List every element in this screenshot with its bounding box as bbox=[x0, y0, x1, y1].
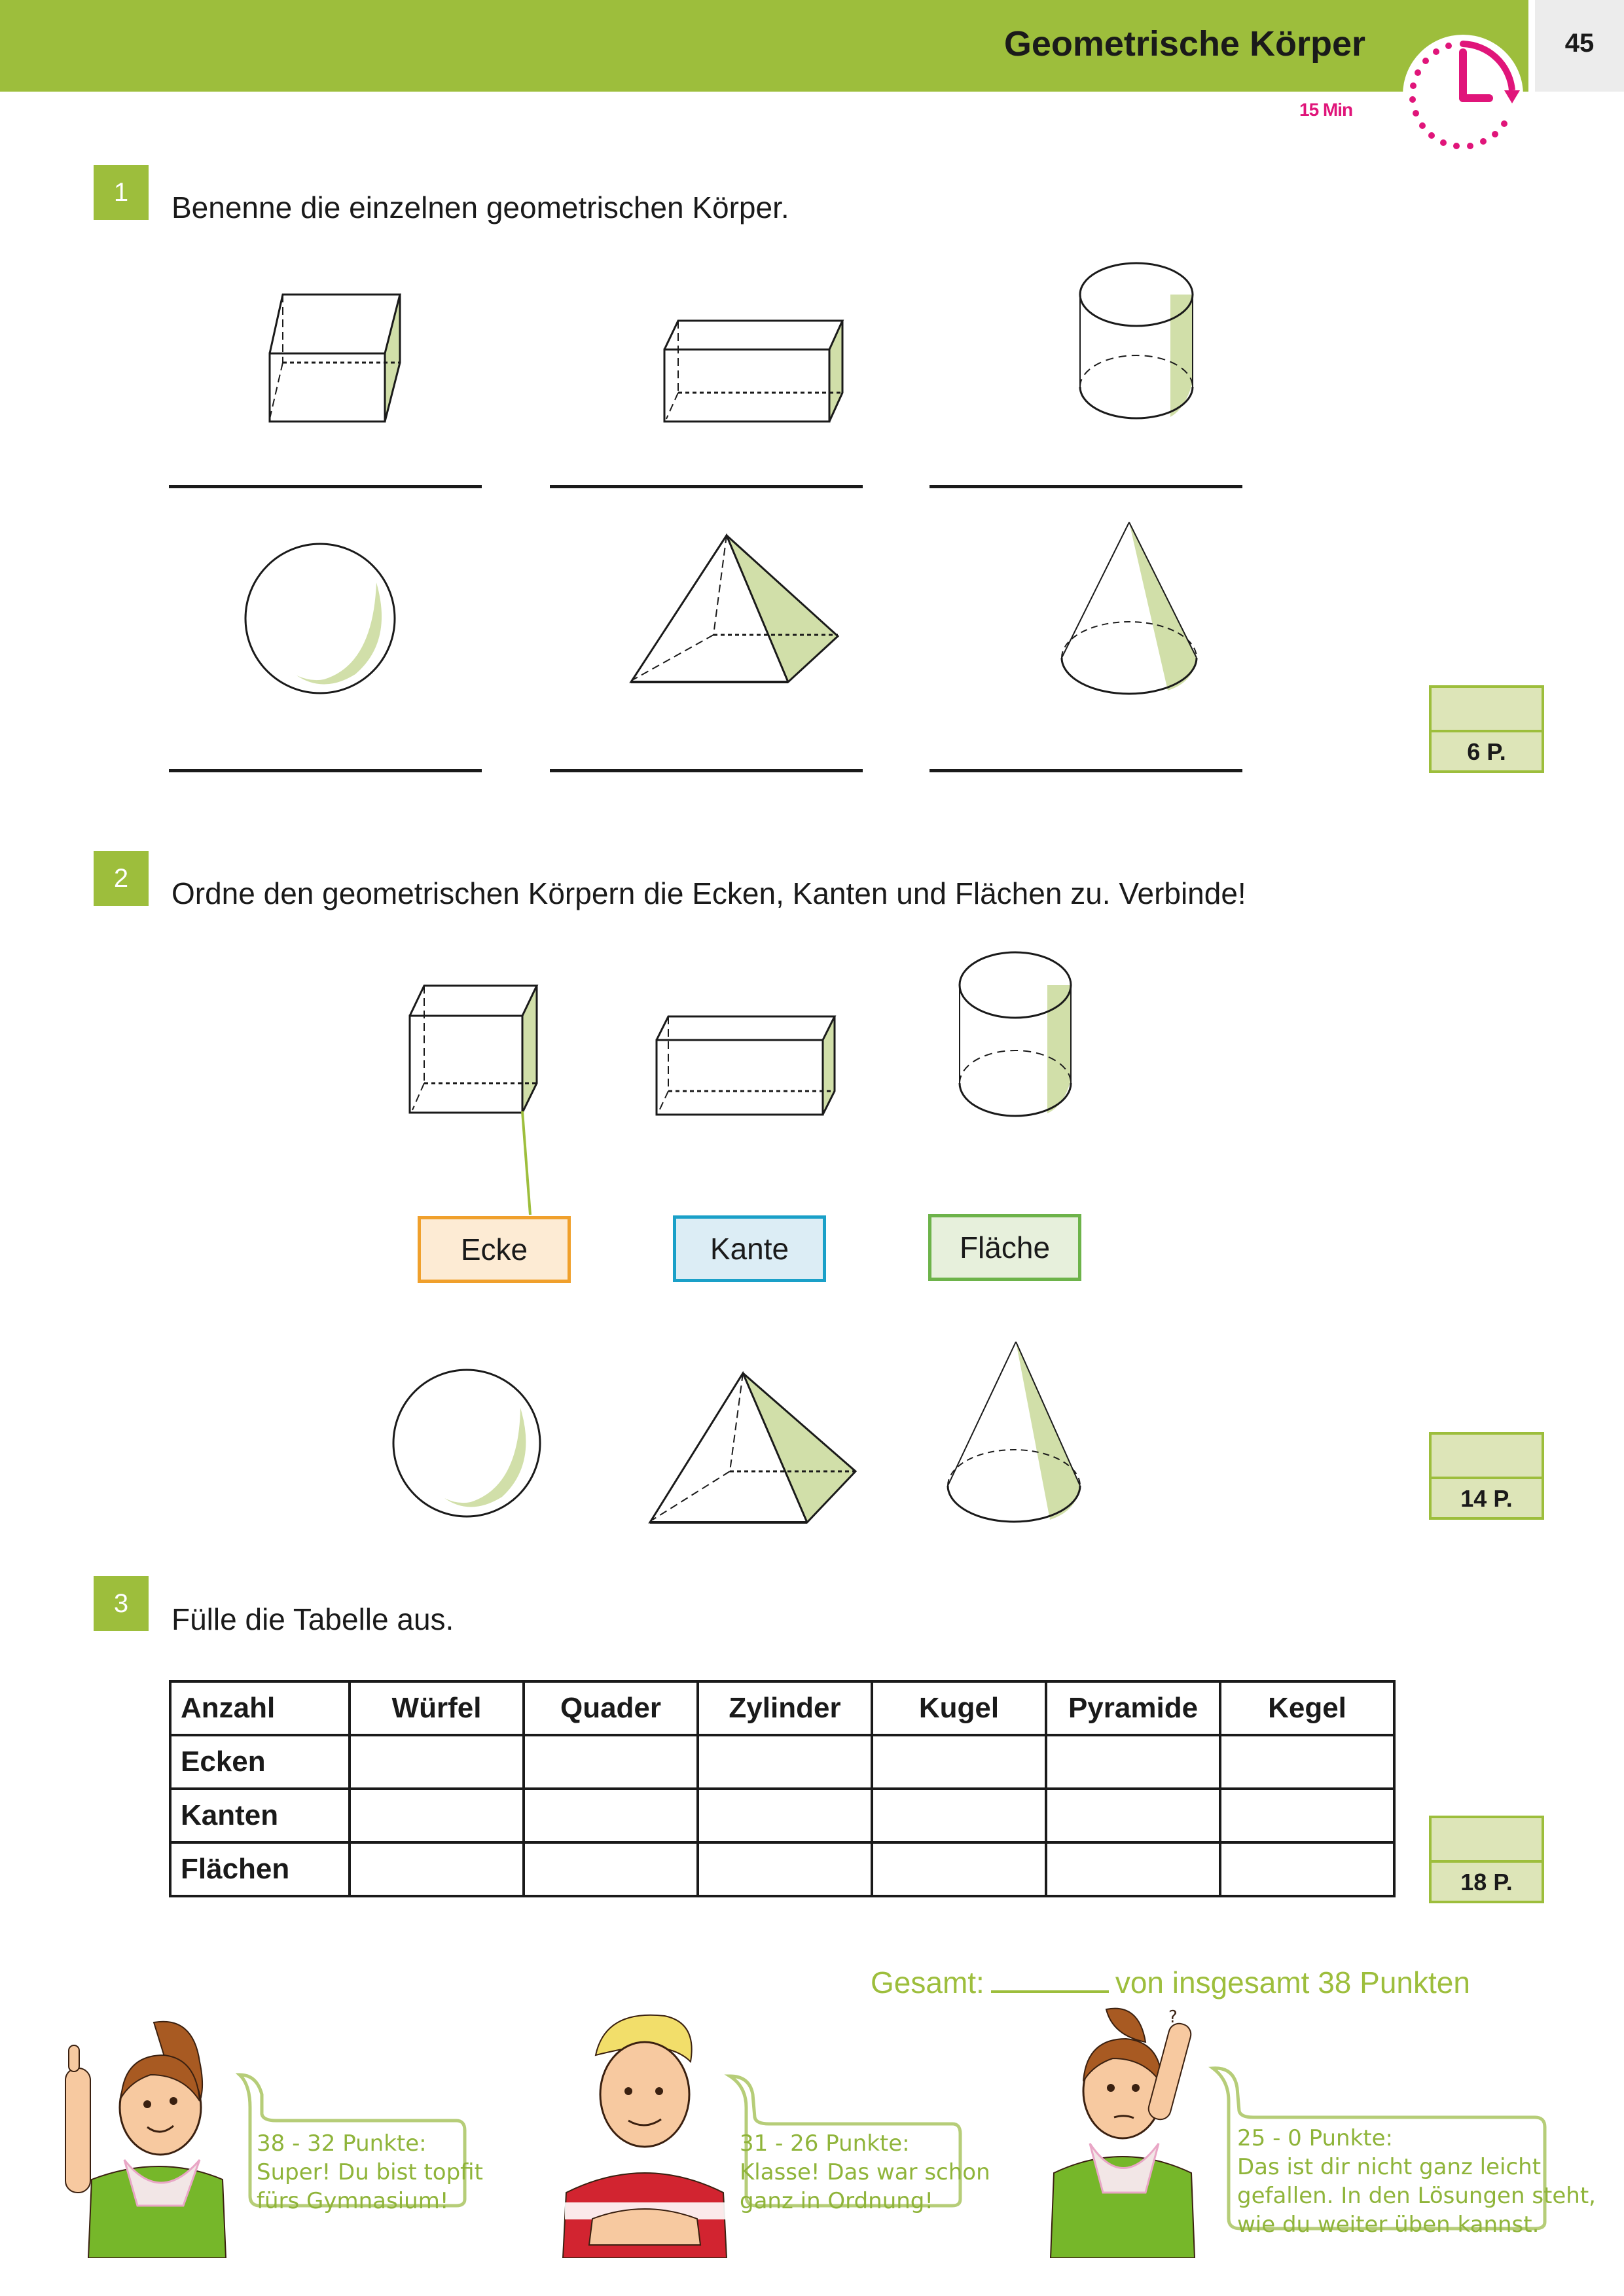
column-header: Pyramide bbox=[1046, 1681, 1220, 1735]
cuboid-icon-task-2 bbox=[651, 1011, 841, 1116]
table-cell[interactable] bbox=[698, 1735, 872, 1789]
label-ecke[interactable]: Ecke bbox=[418, 1216, 571, 1283]
feedback-2-text bbox=[740, 2129, 990, 2215]
data-table bbox=[169, 1680, 1396, 1897]
feedback-line: Klasse! Das war schon bbox=[740, 2159, 990, 2185]
table-cell[interactable] bbox=[1220, 1789, 1394, 1842]
score-input[interactable] bbox=[1432, 1435, 1542, 1479]
table-cell[interactable] bbox=[872, 1789, 1046, 1842]
table-cell[interactable] bbox=[698, 1789, 872, 1842]
total-prefix: Gesamt: bbox=[871, 1965, 984, 2000]
feedback-line: gefallen. In den Lösungen steht, bbox=[1237, 2183, 1596, 2209]
table-cell[interactable] bbox=[350, 1789, 524, 1842]
cone-icon bbox=[1054, 511, 1204, 700]
score-input[interactable] bbox=[1432, 1818, 1542, 1863]
label-kante[interactable]: Kante bbox=[673, 1215, 826, 1282]
score-input[interactable] bbox=[1432, 688, 1542, 732]
row-label: Flächen bbox=[170, 1842, 350, 1896]
answer-line-4[interactable] bbox=[169, 769, 482, 772]
feedback-line: Super! Du bist topfit bbox=[257, 2159, 483, 2185]
total-input[interactable] bbox=[991, 1990, 1109, 1993]
table-cell[interactable] bbox=[872, 1842, 1046, 1896]
total-suffix: von insgesamt 38 Punkten bbox=[1115, 1965, 1470, 2000]
feedback-line: ganz in Ordnung! bbox=[740, 2188, 934, 2214]
feedback-range: 25 - 0 Punkte: bbox=[1237, 2125, 1393, 2151]
answer-line-2[interactable] bbox=[550, 485, 863, 488]
answer-line-1[interactable] bbox=[169, 485, 482, 488]
score-box-task-3 bbox=[1429, 1816, 1544, 1903]
table-row bbox=[170, 1789, 1394, 1842]
column-header: Kegel bbox=[1220, 1681, 1394, 1735]
answer-line-6[interactable] bbox=[929, 769, 1242, 772]
score-max: 6 P. bbox=[1467, 738, 1506, 765]
clock-icon bbox=[1401, 33, 1525, 157]
girl-thumbs-up-illustration bbox=[52, 2009, 242, 2258]
table-cell[interactable] bbox=[1046, 1789, 1220, 1842]
table-cell[interactable] bbox=[872, 1735, 1046, 1789]
feedback-line: Das ist dir nicht ganz leicht bbox=[1237, 2154, 1542, 2180]
table-cell[interactable] bbox=[1046, 1735, 1220, 1789]
task-3-instruction: Fülle die Tabelle aus. bbox=[171, 1602, 454, 1636]
row-label: Ecken bbox=[170, 1735, 350, 1789]
label-flaeche[interactable]: Fläche bbox=[928, 1214, 1081, 1281]
column-header: Würfel bbox=[350, 1681, 524, 1735]
task-1-instruction: Benenne die einzelnen geometrischen Körper. bbox=[171, 190, 789, 224]
cylinder-icon bbox=[1074, 252, 1204, 429]
column-header: Anzahl bbox=[170, 1681, 350, 1735]
task-3-marker: 3 bbox=[94, 1576, 149, 1631]
column-header: Zylinder bbox=[698, 1681, 872, 1735]
row-label: Kanten bbox=[170, 1789, 350, 1842]
score-max: 14 P. bbox=[1460, 1485, 1513, 1512]
feedback-range: 31 - 26 Punkte: bbox=[740, 2130, 910, 2157]
sphere-icon-task-2 bbox=[389, 1365, 547, 1522]
score-box-task-2 bbox=[1429, 1432, 1544, 1520]
cube-icon bbox=[255, 281, 412, 439]
table-row bbox=[170, 1735, 1394, 1789]
column-header: Quader bbox=[524, 1681, 698, 1735]
table-cell[interactable] bbox=[1220, 1842, 1394, 1896]
table-row bbox=[170, 1842, 1394, 1896]
table-header-row bbox=[170, 1681, 1394, 1735]
table-cell[interactable] bbox=[524, 1789, 698, 1842]
score-box-task-1 bbox=[1429, 685, 1544, 773]
table-cell[interactable] bbox=[1046, 1842, 1220, 1896]
feedback-line: fürs Gymnasium! bbox=[257, 2188, 449, 2214]
sphere-icon bbox=[239, 537, 403, 700]
pyramid-icon bbox=[622, 524, 844, 694]
feedback-range: 38 - 32 Punkte: bbox=[257, 2130, 427, 2157]
total-score bbox=[871, 1965, 1470, 2000]
feedback-line: wie du weiter üben kannst. bbox=[1237, 2212, 1540, 2238]
table-cell[interactable] bbox=[698, 1842, 872, 1896]
table-cell[interactable] bbox=[524, 1842, 698, 1896]
cylinder-icon-task-2 bbox=[956, 946, 1080, 1119]
table-cell[interactable] bbox=[350, 1735, 524, 1789]
task-1-marker: 1 bbox=[94, 165, 149, 220]
time-label: 15 Min bbox=[1299, 99, 1353, 120]
feedback-1-text bbox=[257, 2129, 483, 2215]
table-cell[interactable] bbox=[524, 1735, 698, 1789]
page-title: Geometrische Körper bbox=[1003, 24, 1365, 63]
feedback-3-text bbox=[1237, 2124, 1596, 2239]
answer-line-3[interactable] bbox=[929, 485, 1242, 488]
task-2-marker: 2 bbox=[94, 851, 149, 906]
connector-line bbox=[497, 1106, 537, 1217]
svg-text:?: ? bbox=[1168, 2007, 1178, 2027]
cone-icon-task-2 bbox=[943, 1335, 1087, 1528]
answer-line-5[interactable] bbox=[550, 769, 863, 772]
task-2-instruction: Ordne den geometrischen Körpern die Ecken, Kanten und Flächen zu. Verbinde! bbox=[171, 876, 1246, 910]
page-number: 45 bbox=[1564, 29, 1595, 58]
cuboid-icon bbox=[648, 308, 857, 439]
column-header: Kugel bbox=[872, 1681, 1046, 1735]
score-max: 18 P. bbox=[1460, 1869, 1513, 1895]
table-cell[interactable] bbox=[1220, 1735, 1394, 1789]
cube-icon-task-2 bbox=[406, 982, 550, 1119]
boy-illustration bbox=[547, 2003, 736, 2258]
pyramid-icon-task-2 bbox=[645, 1368, 861, 1525]
table-cell[interactable] bbox=[350, 1842, 524, 1896]
